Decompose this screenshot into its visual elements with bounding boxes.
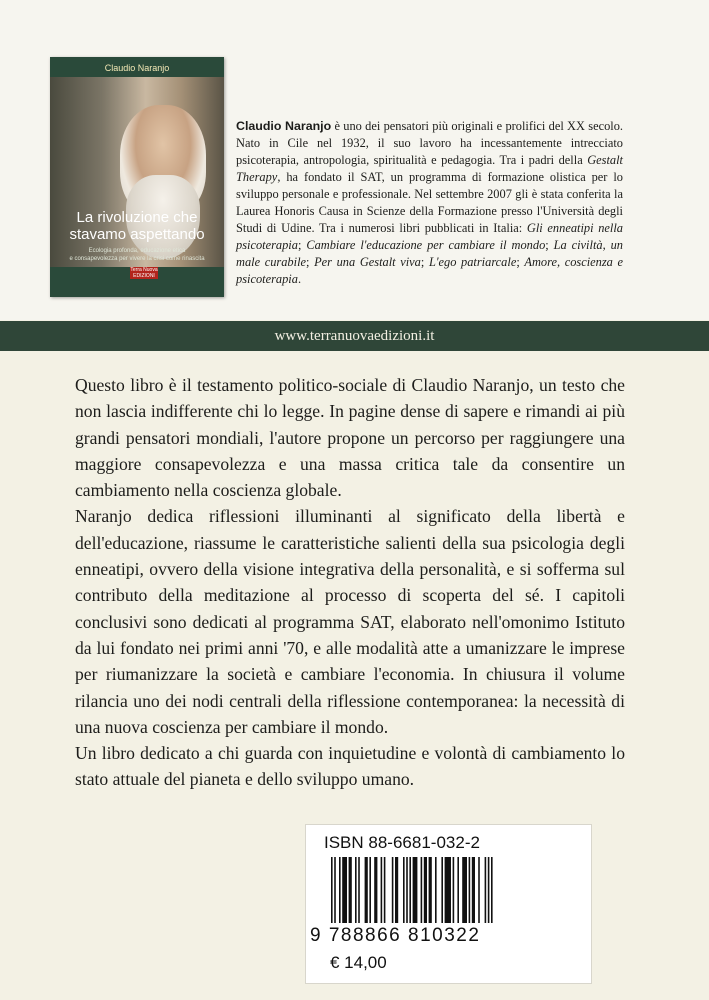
bio-text-2: , ha fondato il SAT, un programma di formazione olistica per lo sviluppo personale e professionale. Nel settembre 2007 gli è stata conferita la Laurea Honoris Causa in Scienze della Formazione presso l'Università degli Studi di Udine. Tra i numerosi libri pubblicati in Italia: xyxy=(236,170,623,235)
bio-sep: ; xyxy=(297,238,307,252)
barcode-bar xyxy=(445,857,451,923)
publisher-logo-line2: EDIZIONI xyxy=(133,273,155,279)
barcode-bar xyxy=(413,857,418,923)
barcode-bar xyxy=(403,857,405,923)
barcode-bar xyxy=(421,857,423,923)
barcode-bar xyxy=(453,857,455,923)
bio-sep: ; xyxy=(306,255,315,269)
top-section xyxy=(0,0,709,320)
barcode-bar xyxy=(424,857,427,923)
website-bar xyxy=(0,321,709,351)
bio-sep: ; xyxy=(545,238,554,252)
barcode-bar xyxy=(457,857,459,923)
barcode-bar xyxy=(392,857,394,923)
cover-title-line2: stavamo aspettando xyxy=(69,226,205,243)
cover-author: Claudio Naranjo xyxy=(104,63,170,73)
barcode-bar xyxy=(331,857,333,923)
bio-book-4: Per una Gestalt viva xyxy=(314,255,421,269)
cover-title-line1: La rivoluzione che xyxy=(76,209,198,226)
bio-author-name: Claudio Naranjo xyxy=(236,119,332,133)
barcode-bar xyxy=(462,857,467,923)
description-paragraph-3: Un libro dedicato a chi guarda con inquietudine e volontà di cambiamento lo stato attuale del pianeta e dello sviluppo umano. xyxy=(75,743,625,790)
bio-book-1: Gli enneatipi nella psicoterapia xyxy=(236,221,624,252)
barcode-bar xyxy=(334,857,336,923)
publisher-logo-line1: Terra Nuova xyxy=(130,267,158,273)
barcode-bar xyxy=(339,857,341,923)
description-paragraph-1: Questo libro è il testamento politico-sociale di Claudio Naranjo, un testo che non lascia indifferente chi lo legge. In pagine dense di sapere e rimandi ai più grandi pensatori mondiali, l'autore propone un percorso per raggiungere una maggiore consapevolezza e una massa critica tale da consentire un cambiamento nella coscienza globale. xyxy=(75,375,625,501)
bio-sep: ; xyxy=(516,255,525,269)
cover-title xyxy=(50,209,224,243)
barcode-bar xyxy=(349,857,352,923)
barcode-label xyxy=(305,824,592,984)
barcode-bar xyxy=(374,857,377,923)
bio-gestalt: Gestalt Therapy xyxy=(236,153,623,184)
bio-text-1: è uno dei pensatori più originali e prolifici del XX secolo. Nato in Cile nel 1932, il suo lavoro ha incessantemente intrecciato psicoterapia, antropologia, spiritualità e pedagogia. Tra i padri della xyxy=(236,119,623,167)
barcode-bar xyxy=(365,857,368,923)
publisher-logo xyxy=(130,267,158,279)
barcode-bar xyxy=(435,857,437,923)
barcode-bar xyxy=(358,857,360,923)
barcode-bar xyxy=(485,857,487,923)
cover-subtitle xyxy=(56,247,218,263)
barcode-bar xyxy=(406,857,408,923)
barcode-bar xyxy=(355,857,357,923)
barcode-bar xyxy=(469,857,471,923)
barcode-bar xyxy=(491,857,493,923)
author-bio xyxy=(236,118,623,288)
isbn-number: ISBN 88-6681-032-2 xyxy=(324,833,480,852)
cover-subtitle-line1: Ecologia profonda, educazione etica xyxy=(88,248,186,254)
website-link[interactable]: www.terranuovaedizioni.it xyxy=(274,328,435,344)
bio-book-2: Cambiare l'educazione per cambiare il mondo xyxy=(306,238,546,252)
bio-book-3: La civiltà, un male curabile xyxy=(236,238,623,269)
barcode-bar xyxy=(342,857,347,923)
barcode-bar xyxy=(488,857,490,923)
barcode-bar xyxy=(409,857,411,923)
bio-sep: ; xyxy=(420,255,429,269)
barcode-bar xyxy=(381,857,383,923)
barcode-bar xyxy=(384,857,386,923)
barcode-bar xyxy=(429,857,432,923)
barcode-icon xyxy=(331,857,571,927)
barcode-bar xyxy=(395,857,398,923)
bio-end: . xyxy=(297,272,302,286)
barcode-bar xyxy=(472,857,475,923)
barcode-bar xyxy=(478,857,480,923)
cover-subtitle-line2: e consapevolezza per vivere la crisi come rinascita xyxy=(69,256,205,262)
ean-number: 9 788866 810322 xyxy=(310,925,481,946)
price: € 14,00 xyxy=(330,953,387,972)
bio-book-5: L'ego patriarcale xyxy=(428,255,517,269)
bio-book-6: Amore, coscienza e psicoterapia xyxy=(236,255,624,286)
description-paragraph-2: Naranjo dedica riflessioni illuminanti al significato della libertà e dell'educazione, riassume le caratteristiche salienti della sua psicologia degli enneatipi, ovvero della visione integrativa della personalità, e si sofferma sul contributo della meditazione al processo di scoperta del sé. I capitoli conclusivi sono dedicati al programma SAT, elaborato nell'omonimo Istituto da lui fondato nei primi anni '70, e alle modalità atte a umanizzare le imprese per riumanizzare la società e cambiare l'economia. In chiusura il volume rilancia uno dei nodi centrali della riflessione contemporanea: la necessità di una nuova coscienza per cambiare il mondo. xyxy=(75,506,625,737)
barcode-bar xyxy=(441,857,443,923)
book-cover-thumbnail xyxy=(50,57,224,297)
barcode-bar xyxy=(369,857,371,923)
book-description xyxy=(75,372,625,793)
